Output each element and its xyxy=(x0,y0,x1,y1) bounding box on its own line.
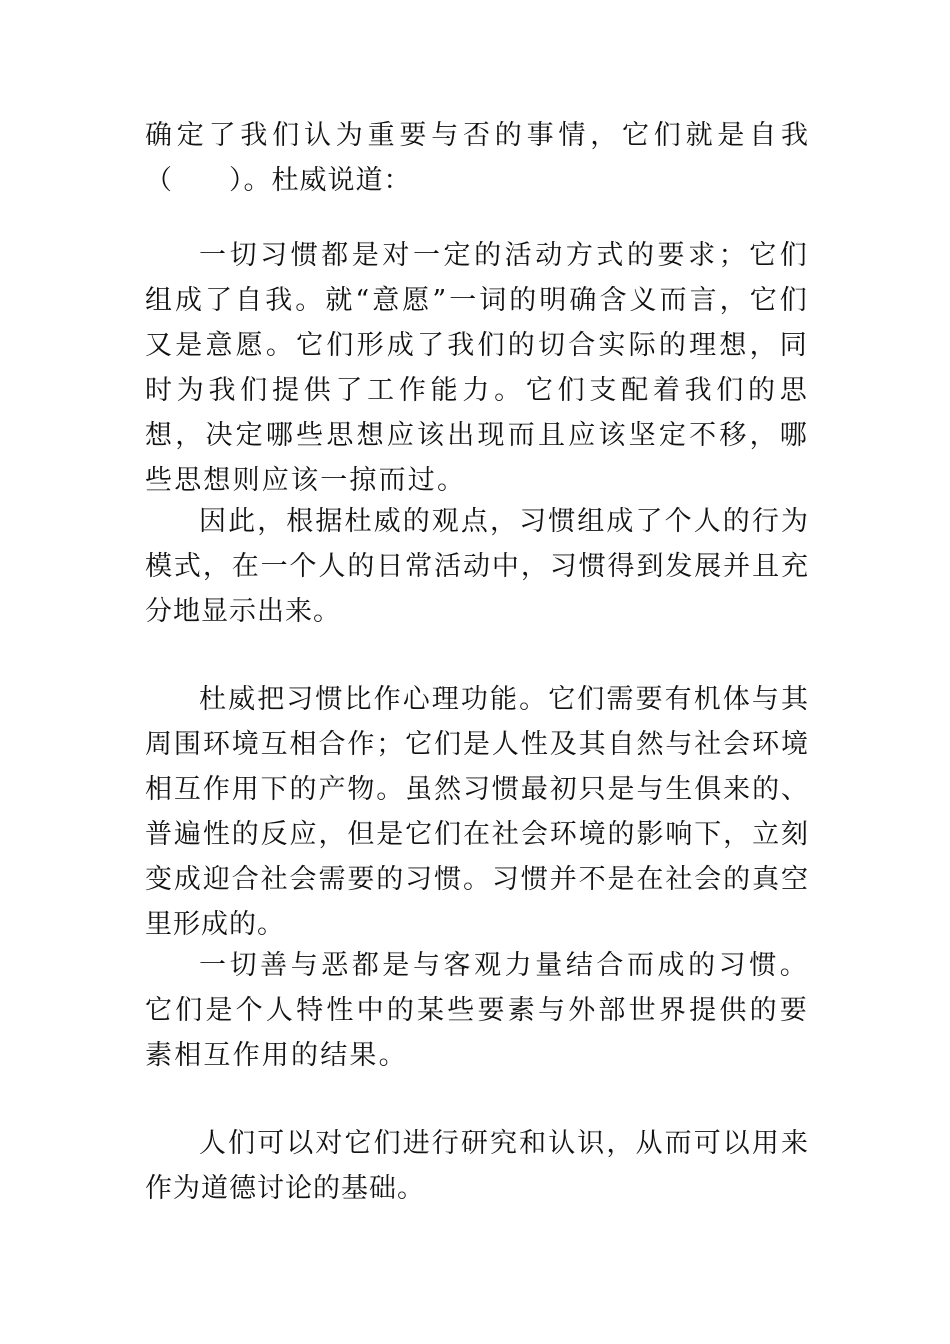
paragraph-psychological-function: 杜威把习惯比作心理功能。它们需要有机体与其周围环境互相合作；它们是人性及其自然与社会环境相互作用下的产物。虽然习惯最初只是与生俱来的、普遍性的反应，但是它们在社会环境的影响下，立刻变成迎合社会需要的习惯。习惯并不是在社会的真空里形成的。 xyxy=(145,684,809,940)
paragraph-behavior-patterns: 因此，根据杜威的观点，习惯组成了个人的行为模式，在一个人的日常活动中，习惯得到发展并且充分地显示出来。 xyxy=(145,506,809,627)
paragraph-good-and-evil: 一切善与恶都是与客观力量结合而成的习惯。它们是个人特性中的某些要素与外部世界提供的要素相互作用的结果。 xyxy=(145,950,809,1071)
paragraph-dewey-quote: 一切习惯都是对一定的活动方式的要求；它们组成了自我。就“意愿”一词的明确含义而言，它们又是意愿。它们形成了我们的切合实际的理想，同时为我们提供了工作能力。它们支配着我们的思想，决定哪些思想应该出现而且应该坚定不移，哪些思想则应该一掠而过。 xyxy=(145,240,809,496)
paragraph-moral-discussion: 人们可以对它们进行研究和认识，从而可以用来作为道德讨论的基础。 xyxy=(145,1128,809,1204)
paragraph-intro: 确定了我们认为重要与否的事情，它们就是自我（ ）。杜威说道： xyxy=(145,120,809,196)
